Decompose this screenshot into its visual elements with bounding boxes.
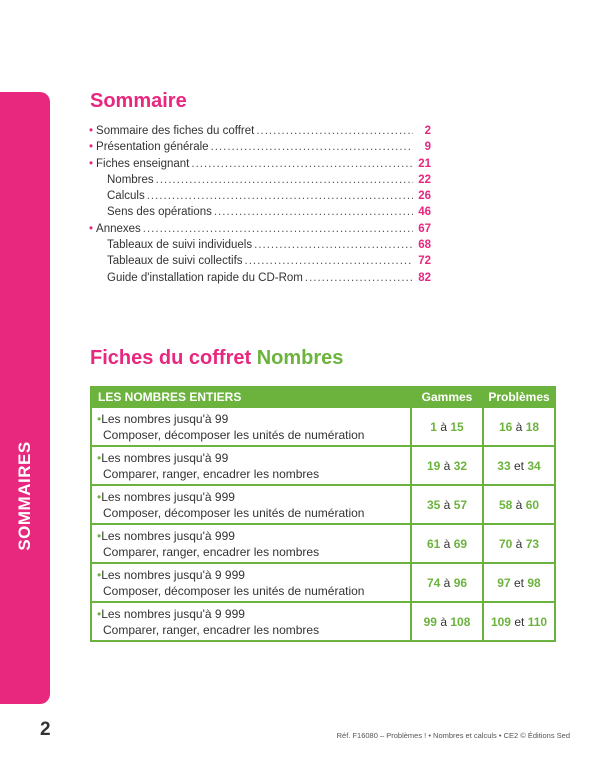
- toc-item-page: 67: [418, 222, 431, 235]
- toc-item-label: Tableaux de suivi individuels: [107, 239, 253, 252]
- row-description: [91, 485, 411, 524]
- section-header: LES NOMBRES ENTIERS: [91, 387, 411, 407]
- dot-leader: [214, 206, 413, 218]
- toc-item-label: Annexes: [96, 222, 141, 235]
- gammes-range: 99 à 108: [411, 602, 483, 641]
- row-title: Les nombres jusqu'à 9 999: [101, 567, 245, 582]
- row-title: Les nombres jusqu'à 99: [101, 450, 229, 465]
- bullet-icon: •: [97, 411, 102, 426]
- toc-subitem[interactable]: [89, 206, 431, 222]
- toc-item[interactable]: [89, 223, 431, 239]
- section-side-tab: [0, 92, 50, 704]
- table-of-contents: [89, 125, 431, 288]
- toc-item-label: Présentation générale: [96, 141, 209, 154]
- row-subtitle: Composer, décomposer les unités de numération: [103, 427, 365, 442]
- bullet-icon: •: [97, 450, 102, 465]
- problemes-header: Problèmes: [483, 387, 555, 407]
- gammes-range: 35 à 57: [411, 485, 483, 524]
- problemes-range: 16 à 18: [483, 407, 555, 446]
- dot-leader: [143, 223, 413, 235]
- row-title: Les nombres jusqu'à 9 999: [101, 606, 245, 621]
- row-subtitle: Comparer, ranger, encadrer les nombres: [103, 622, 320, 637]
- table-header-row: [91, 387, 555, 407]
- footer-reference: Réf. F16080 – Problèmes ! • Nombres et calculs • CE2 © Éditions Sed: [336, 731, 570, 740]
- table-row: [91, 446, 555, 485]
- table-row: [91, 407, 555, 446]
- dot-leader: [156, 174, 413, 186]
- dot-leader: [305, 272, 413, 284]
- toc-subitem[interactable]: [89, 272, 431, 288]
- problemes-range: 97 et 98: [483, 563, 555, 602]
- nombres-table: [90, 386, 556, 642]
- row-description: [91, 563, 411, 602]
- gammes-header: Gammes: [411, 387, 483, 407]
- toc-subitem[interactable]: [89, 190, 431, 206]
- dot-leader: [256, 125, 413, 137]
- row-subtitle: Composer, décomposer les unités de numération: [103, 505, 365, 520]
- row-description: [91, 407, 411, 446]
- row-description: [91, 602, 411, 641]
- table-row: [91, 485, 555, 524]
- toc-item-page: 26: [418, 190, 431, 203]
- toc-item-label: Sens des opérations: [107, 206, 212, 219]
- bullet-icon: •: [97, 606, 102, 621]
- row-subtitle: Composer, décomposer les unités de numération: [103, 583, 365, 598]
- bullet-icon: •: [89, 141, 94, 154]
- toc-item-label: Sommaire des fiches du coffret: [96, 125, 255, 137]
- gammes-range: 19 à 32: [411, 446, 483, 485]
- bullet-icon: •: [89, 222, 94, 235]
- gammes-range: 1 à 15: [411, 407, 483, 446]
- page-number: 2: [40, 719, 51, 740]
- fiches-title-part1: Fiches du coffret: [90, 347, 257, 369]
- toc-item-page: 22: [418, 173, 431, 186]
- problemes-range: 33 et 34: [483, 446, 555, 485]
- row-subtitle: Comparer, ranger, encadrer les nombres: [103, 466, 320, 481]
- dot-leader: [147, 190, 413, 202]
- toc-item-page: 68: [418, 239, 431, 252]
- sommaire-title: Sommaire: [90, 90, 187, 112]
- problemes-range: 70 à 73: [483, 524, 555, 563]
- gammes-range: 61 à 69: [411, 524, 483, 563]
- toc-item[interactable]: [89, 158, 431, 174]
- fiches-title: [90, 347, 343, 370]
- toc-item-label: Fiches enseignant: [96, 157, 190, 170]
- dot-leader: [245, 255, 413, 267]
- toc-item-page: 82: [418, 271, 431, 284]
- gammes-range: 74 à 96: [411, 563, 483, 602]
- dot-leader: [191, 158, 413, 170]
- table-row: [91, 602, 555, 641]
- row-title: Les nombres jusqu'à 999: [101, 528, 235, 543]
- toc-item-page: 2: [424, 125, 431, 137]
- toc-item-page: 9: [424, 141, 431, 154]
- side-tab-label: SOMMAIRES: [15, 441, 34, 551]
- toc-item[interactable]: [89, 141, 431, 157]
- row-title: Les nombres jusqu'à 999: [101, 489, 235, 504]
- toc-item[interactable]: [89, 125, 431, 141]
- row-description: [91, 524, 411, 563]
- toc-item-label: Guide d'installation rapide du CD-Rom: [107, 271, 303, 284]
- toc-item-page: 46: [418, 206, 431, 219]
- dot-leader: [211, 141, 413, 153]
- toc-subitem[interactable]: [89, 239, 431, 255]
- toc-item-label: Tableaux de suivi collectifs: [107, 255, 243, 268]
- toc-subitem[interactable]: [89, 255, 431, 271]
- bullet-icon: •: [97, 489, 102, 504]
- toc-item-page: 21: [418, 157, 431, 170]
- toc-item-label: Nombres: [107, 173, 154, 186]
- toc-subitem[interactable]: [89, 174, 431, 190]
- row-title: Les nombres jusqu'à 99: [101, 411, 229, 426]
- table-row: [91, 524, 555, 563]
- toc-item-page: 72: [418, 255, 431, 268]
- bullet-icon: •: [89, 157, 94, 170]
- bullet-icon: •: [97, 528, 102, 543]
- fiches-title-part2: Nombres: [256, 347, 344, 369]
- dot-leader: [254, 239, 413, 251]
- row-description: [91, 446, 411, 485]
- bullet-icon: •: [89, 125, 94, 137]
- table-row: [91, 563, 555, 602]
- problemes-range: 58 à 60: [483, 485, 555, 524]
- problemes-range: 109 et 110: [483, 602, 555, 641]
- row-subtitle: Comparer, ranger, encadrer les nombres: [103, 544, 320, 559]
- toc-item-label: Calculs: [107, 190, 145, 203]
- bullet-icon: •: [97, 567, 102, 582]
